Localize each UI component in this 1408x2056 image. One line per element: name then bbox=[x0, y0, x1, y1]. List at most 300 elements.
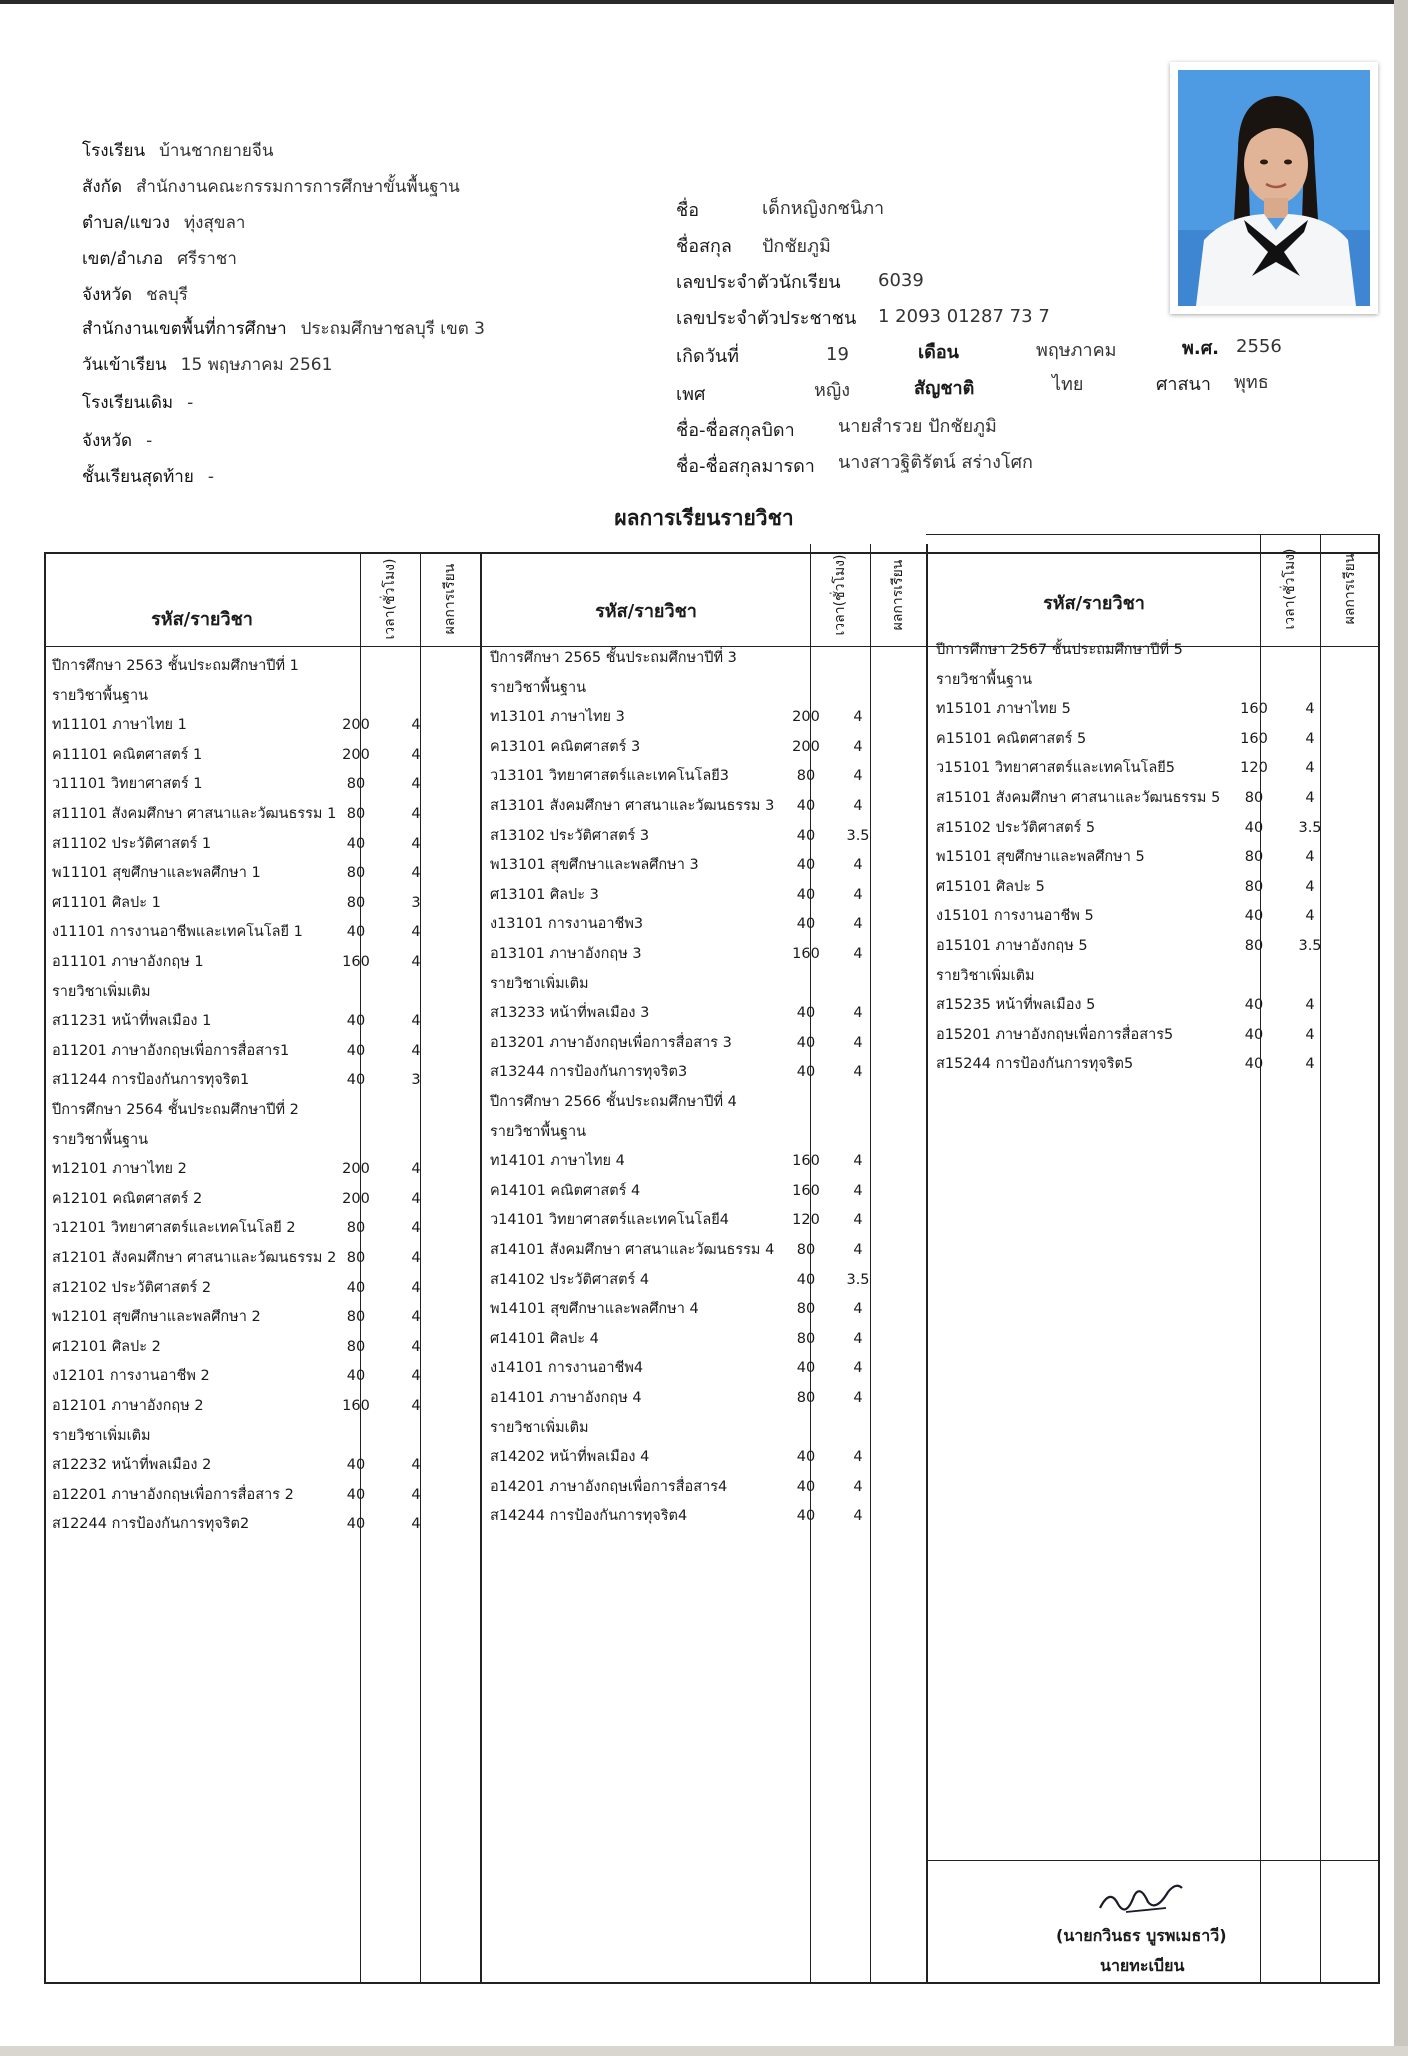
table-row bbox=[484, 970, 926, 998]
table-row bbox=[484, 1147, 926, 1175]
table-row bbox=[46, 741, 480, 769]
school-field bbox=[82, 176, 460, 198]
table-row bbox=[46, 1274, 480, 1302]
grade-cell: 4 bbox=[853, 1449, 863, 1466]
subject-cell: อ12201 ภาษาอังกฤษเพื่อการสื่อสาร 2 bbox=[52, 1486, 294, 1503]
grade-cell: 4 bbox=[411, 954, 421, 970]
sex-label: เพศ bbox=[676, 384, 706, 405]
table-row bbox=[46, 859, 480, 887]
subject-cell: ค12101 คณิตศาสตร์ 2 bbox=[52, 1190, 203, 1207]
hours-cell: 40 bbox=[796, 1271, 816, 1288]
subject-cell: ส13233 หน้าที่พลเมือง 3 bbox=[490, 1005, 650, 1022]
grade-cell: 4 bbox=[411, 1398, 421, 1414]
hours-cell: 40 bbox=[796, 1360, 816, 1377]
national-id: 1 2093 01287 73 7 bbox=[878, 306, 1050, 327]
grade-cell: 4 bbox=[411, 1338, 421, 1355]
table-row bbox=[930, 991, 1378, 1019]
student-id: 6039 bbox=[878, 270, 924, 291]
school-field bbox=[82, 212, 245, 234]
hours-cell: 80 bbox=[346, 1338, 366, 1355]
subject-cell: รายวิชาพื้นฐาน bbox=[490, 679, 587, 696]
table-row bbox=[930, 814, 1378, 842]
grade-cell: 4 bbox=[411, 806, 421, 822]
grade-cell: 4 bbox=[853, 1242, 863, 1258]
hours-cell: 200 bbox=[342, 746, 370, 763]
page-edge-bottom bbox=[0, 2046, 1408, 2056]
table-row bbox=[46, 1007, 480, 1035]
subject-cell: พ12101 สุขศึกษาและพลศึกษา 2 bbox=[52, 1309, 261, 1326]
school-field-value: บ้านชากยายจีน bbox=[159, 141, 274, 161]
hours-cell: 40 bbox=[1244, 908, 1264, 925]
grade-cell: 4 bbox=[411, 1309, 421, 1326]
school-field bbox=[82, 318, 485, 340]
school-field bbox=[82, 430, 152, 452]
surname-label: ชื่อสกุล bbox=[676, 236, 732, 257]
grade-cell: 4 bbox=[411, 1486, 421, 1503]
table-row bbox=[484, 999, 926, 1027]
hours-cell: 40 bbox=[346, 1516, 366, 1533]
table-row bbox=[46, 1126, 480, 1154]
subject-cell: รายวิชาเพิ่มเติม bbox=[936, 967, 1035, 984]
grade-cell: 4 bbox=[1305, 1056, 1315, 1073]
school-field-label: เขต/อำเภอ bbox=[82, 249, 164, 269]
table-row bbox=[484, 1236, 926, 1264]
subject-cell: ส14244 การป้องกันการทุจริต4 bbox=[490, 1508, 688, 1525]
grade-cell: 4 bbox=[411, 835, 421, 852]
grade-cell: 3.5 bbox=[846, 827, 870, 844]
grade-cell: 4 bbox=[853, 1212, 863, 1229]
hours-cell: 80 bbox=[346, 865, 366, 882]
subject-cell: ศ14101 ศิลปะ 4 bbox=[490, 1330, 599, 1347]
table-row bbox=[930, 932, 1378, 960]
grade-cell: 3.5 bbox=[846, 1271, 870, 1288]
subject-cell: อ12101 ภาษาอังกฤษ 2 bbox=[52, 1398, 204, 1414]
hours-cell: 40 bbox=[796, 1005, 816, 1022]
grades-table bbox=[44, 534, 1380, 1984]
table-row bbox=[484, 1266, 926, 1294]
subject-cell: รายวิชาพื้นฐาน bbox=[52, 1131, 149, 1148]
table-row bbox=[930, 784, 1378, 812]
table-row bbox=[46, 711, 480, 739]
grade-cell: 4 bbox=[853, 1330, 863, 1347]
student-name: เด็กหญิงกชนิภา bbox=[762, 198, 885, 219]
subject-cell: พ11101 สุขศึกษาและพลศึกษา 1 bbox=[52, 865, 261, 882]
table-row bbox=[930, 962, 1378, 990]
subject-cell: ค14101 คณิตศาสตร์ 4 bbox=[490, 1182, 641, 1199]
subject-cell: ท13101 ภาษาไทย 3 bbox=[490, 709, 625, 726]
hours-cell: 80 bbox=[1244, 878, 1264, 895]
table-row bbox=[46, 800, 480, 828]
table-row bbox=[484, 1295, 926, 1323]
table-row bbox=[930, 873, 1378, 901]
table-row bbox=[484, 1473, 926, 1501]
table-row bbox=[46, 1451, 480, 1479]
subject-cell: ส15235 หน้าที่พลเมือง 5 bbox=[936, 997, 1096, 1014]
hours-cell: 40 bbox=[796, 798, 816, 814]
table-row bbox=[484, 762, 926, 790]
header-hours-1: เวลา(ชั่วโมง) bbox=[382, 558, 398, 640]
hours-cell: 40 bbox=[796, 886, 816, 903]
header-hours-2: เวลา(ชั่วโมง) bbox=[832, 554, 848, 636]
birth-day-label: เกิดวันที่ bbox=[676, 346, 740, 367]
hours-cell: 120 bbox=[792, 1212, 820, 1229]
subject-cell: ส11231 หน้าที่พลเมือง 1 bbox=[52, 1013, 212, 1030]
grade-cell: 3 bbox=[411, 894, 421, 911]
school-field-value: - bbox=[207, 467, 214, 487]
school-field-value: ประถมศึกษาชลบุรี เขต 3 bbox=[300, 319, 485, 339]
grade-cell: 4 bbox=[853, 886, 863, 903]
table-row bbox=[930, 1050, 1378, 1078]
hours-cell: 80 bbox=[346, 776, 366, 793]
table-row bbox=[930, 902, 1378, 930]
hours-cell: 80 bbox=[796, 768, 816, 785]
grade-cell: 4 bbox=[853, 709, 863, 726]
table-row bbox=[46, 1244, 480, 1272]
subject-cell: ค15101 คณิตศาสตร์ 5 bbox=[936, 730, 1087, 747]
table-row bbox=[484, 1354, 926, 1382]
table-row bbox=[484, 703, 926, 731]
subject-cell: ว13101 วิทยาศาสตร์และเทคโนโลยี3 bbox=[490, 768, 729, 785]
table-row bbox=[484, 1118, 926, 1146]
subject-cell: ว15101 วิทยาศาสตร์และเทคโนโลยี5 bbox=[936, 760, 1175, 777]
subject-cell: ส13244 การป้องกันการทุจริต3 bbox=[490, 1064, 688, 1081]
subject-cell: ส15244 การป้องกันการทุจริต5 bbox=[936, 1056, 1134, 1073]
school-field-value: 15 พฤษภาคม 2561 bbox=[180, 355, 333, 375]
subject-cell: ท12101 ภาษาไทย 2 bbox=[52, 1161, 187, 1178]
table-row bbox=[46, 1510, 480, 1538]
table-row bbox=[484, 1088, 926, 1116]
table-row bbox=[484, 881, 926, 909]
grade-cell: 4 bbox=[853, 1508, 863, 1525]
hours-cell: 40 bbox=[796, 1034, 816, 1051]
hours-cell: 80 bbox=[796, 1330, 816, 1347]
national-id-label: เลขประจำตัวประชาชน bbox=[676, 308, 857, 329]
subject-cell: ศ12101 ศิลปะ 2 bbox=[52, 1338, 161, 1355]
subject-cell: รายวิชาเพิ่มเติม bbox=[52, 983, 151, 1000]
table-row bbox=[484, 792, 926, 820]
table-row bbox=[930, 1021, 1378, 1049]
hours-cell: 40 bbox=[346, 1072, 366, 1089]
subject-cell: ส15101 สังคมศึกษา ศาสนาและวัฒนธรรม 5 bbox=[936, 790, 1221, 806]
grade-cell: 4 bbox=[411, 1220, 421, 1237]
subject-cell: ปีการศึกษา 2564 ชั้นประถมศึกษาปีที่ 2 bbox=[52, 1102, 299, 1118]
subject-cell: ง13101 การงานอาชีพ3 bbox=[490, 916, 644, 933]
hours-cell: 40 bbox=[796, 1064, 816, 1081]
school-field bbox=[82, 354, 332, 376]
hours-cell: 40 bbox=[1244, 1026, 1264, 1043]
grade-cell: 4 bbox=[411, 717, 421, 734]
birth-year-label: พ.ศ. bbox=[1182, 338, 1219, 359]
subject-cell: พ14101 สุขศึกษาและพลศึกษา 4 bbox=[490, 1301, 699, 1318]
subject-cell: ส13102 ประวัติศาสตร์ 3 bbox=[490, 827, 650, 844]
subject-cell: ท11101 ภาษาไทย 1 bbox=[52, 717, 187, 734]
hours-cell: 160 bbox=[792, 946, 820, 962]
school-field bbox=[82, 466, 214, 488]
hours-cell: 40 bbox=[796, 857, 816, 874]
table-row bbox=[484, 910, 926, 938]
grade-cell: 4 bbox=[411, 1042, 421, 1059]
subject-cell: อ15201 ภาษาอังกฤษเพื่อการสื่อสาร5 bbox=[936, 1026, 1174, 1043]
grade-cell: 4 bbox=[853, 1390, 863, 1406]
father-name: นายสำรวย ปักชัยภูมิ bbox=[838, 416, 997, 437]
subject-cell: รายวิชาเพิ่มเติม bbox=[52, 1427, 151, 1444]
hours-cell: 40 bbox=[346, 1368, 366, 1385]
hours-cell: 160 bbox=[342, 1398, 370, 1414]
school-field-label: สำนักงานเขตพื้นที่การศึกษา bbox=[82, 319, 287, 339]
hours-cell: 40 bbox=[346, 1486, 366, 1503]
grade-cell: 4 bbox=[853, 916, 863, 933]
subject-cell: ง11101 การงานอาชีพและเทคโนโลยี 1 bbox=[52, 924, 303, 941]
birth-month-label: เดือน bbox=[918, 342, 959, 363]
header-subject-1: รหัส/รายวิชา bbox=[151, 609, 253, 630]
grade-cell: 4 bbox=[1305, 730, 1315, 747]
subject-cell: อ11201 ภาษาอังกฤษเพื่อการสื่อสาร1 bbox=[52, 1042, 290, 1059]
grade-cell: 4 bbox=[853, 1034, 863, 1051]
subject-cell: ท14101 ภาษาไทย 4 bbox=[490, 1153, 625, 1170]
grade-cell: 4 bbox=[411, 776, 421, 793]
grade-cell: 4 bbox=[853, 1360, 863, 1377]
hours-cell: 160 bbox=[342, 954, 370, 970]
subject-cell: พ15101 สุขศึกษาและพลศึกษา 5 bbox=[936, 849, 1145, 866]
subject-cell: อ11101 ภาษาอังกฤษ 1 bbox=[52, 954, 204, 970]
table-row bbox=[46, 1037, 480, 1065]
table-row bbox=[930, 725, 1378, 753]
school-field-value: ชลบุรี bbox=[146, 285, 188, 305]
subject-cell: รายวิชาพื้นฐาน bbox=[52, 687, 149, 704]
hours-cell: 80 bbox=[1244, 790, 1264, 806]
table-row bbox=[46, 1392, 480, 1420]
subject-cell: ว11101 วิทยาศาสตร์ 1 bbox=[52, 776, 203, 793]
page-edge-top bbox=[0, 0, 1408, 4]
table-row bbox=[46, 1362, 480, 1390]
grade-cell: 4 bbox=[1305, 908, 1315, 925]
hours-cell: 160 bbox=[792, 1153, 820, 1170]
name-label: ชื่อ bbox=[676, 200, 700, 221]
hours-cell: 80 bbox=[796, 1390, 816, 1406]
subject-cell: ท15101 ภาษาไทย 5 bbox=[936, 701, 1071, 718]
grade-cell: 4 bbox=[411, 1516, 421, 1533]
table-row bbox=[484, 851, 926, 879]
grade-cell: 4 bbox=[411, 865, 421, 882]
table-row bbox=[46, 1422, 480, 1450]
subject-cell: พ13101 สุขศึกษาและพลศึกษา 3 bbox=[490, 857, 699, 874]
birth-month: พฤษภาคม bbox=[1036, 340, 1117, 361]
col-divider bbox=[926, 544, 928, 1984]
table-row bbox=[484, 1206, 926, 1234]
page-edge-right bbox=[1394, 0, 1408, 2056]
header-hours-3: เวลา(ชั่วโมง) bbox=[1282, 548, 1298, 630]
school-field-label: จังหวัด bbox=[82, 285, 133, 305]
subject-cell: ง12101 การงานอาชีพ 2 bbox=[52, 1368, 210, 1385]
grade-cell: 4 bbox=[1305, 1026, 1315, 1043]
table-row bbox=[930, 666, 1378, 694]
hours-cell: 80 bbox=[796, 1301, 816, 1318]
section-title: ผลการเรียนรายวิชา bbox=[614, 506, 794, 530]
hours-cell: 80 bbox=[346, 894, 366, 911]
religion: พุทธ bbox=[1234, 372, 1269, 393]
hours-cell: 40 bbox=[1244, 1056, 1264, 1073]
table-row bbox=[46, 1481, 480, 1509]
grade-cell: 4 bbox=[853, 1478, 863, 1495]
grade-cell: 4 bbox=[853, 798, 863, 814]
school-field-value: - bbox=[187, 393, 194, 413]
hours-cell: 120 bbox=[1240, 760, 1268, 777]
school-field-label: ตำบล/แขวง bbox=[82, 213, 170, 233]
sex: หญิง bbox=[814, 380, 850, 401]
table-row bbox=[46, 948, 480, 976]
grade-cell: 3.5 bbox=[1298, 938, 1322, 954]
subject-cell: ส12102 ประวัติศาสตร์ 2 bbox=[52, 1279, 212, 1296]
table-row bbox=[46, 1333, 480, 1361]
subject-cell: ส12232 หน้าที่พลเมือง 2 bbox=[52, 1457, 212, 1474]
mother-name: นางสาวฐิติรัตน์ สร่างโศก bbox=[838, 452, 1033, 473]
hours-cell: 200 bbox=[342, 1161, 370, 1178]
hours-cell: 160 bbox=[1240, 701, 1268, 718]
hours-cell: 40 bbox=[1244, 819, 1264, 836]
subject-cell: ส11102 ประวัติศาสตร์ 1 bbox=[52, 835, 212, 852]
hours-cell: 80 bbox=[1244, 938, 1264, 954]
grade-cell: 4 bbox=[1305, 878, 1315, 895]
subject-cell: อ14101 ภาษาอังกฤษ 4 bbox=[490, 1390, 642, 1406]
col-divider bbox=[480, 552, 482, 1984]
grade-cell: 4 bbox=[853, 1182, 863, 1199]
school-field-label: ชั้นเรียนสุดท้าย bbox=[82, 467, 194, 487]
header-grade-3: ผลการเรียน bbox=[1342, 553, 1358, 625]
grade-cell: 4 bbox=[411, 1013, 421, 1030]
subject-cell: ปีการศึกษา 2565 ชั้นประถมศึกษาปีที่ 3 bbox=[490, 650, 737, 666]
hours-cell: 200 bbox=[792, 709, 820, 726]
religion-label: ศาสนา bbox=[1156, 374, 1211, 395]
birth-year: 2556 bbox=[1236, 336, 1282, 357]
grade-cell: 4 bbox=[411, 746, 421, 763]
hours-cell: 40 bbox=[1244, 997, 1264, 1014]
grade-cell: 4 bbox=[853, 1064, 863, 1081]
hours-cell: 80 bbox=[346, 1309, 366, 1326]
table-row bbox=[484, 644, 926, 672]
table-row bbox=[484, 1443, 926, 1471]
school-field-value: ศรีราชา bbox=[177, 249, 237, 269]
table-row bbox=[484, 1058, 926, 1086]
student-portrait bbox=[1178, 70, 1370, 306]
header-grade-1: ผลการเรียน bbox=[442, 563, 458, 635]
table-row bbox=[46, 1066, 480, 1094]
signature-mark bbox=[1096, 1878, 1186, 1918]
hours-cell: 80 bbox=[346, 806, 366, 822]
table-row bbox=[484, 1325, 926, 1353]
grade-cell: 4 bbox=[853, 768, 863, 785]
school-field-label: สังกัด bbox=[82, 177, 123, 197]
school-field-value: สำนักงานคณะกรรมการการศึกษาขั้นพื้นฐาน bbox=[136, 177, 460, 197]
grade-cell: 3.5 bbox=[1298, 819, 1322, 836]
table-row bbox=[484, 1029, 926, 1057]
school-field-label: โรงเรียนเดิม bbox=[82, 393, 174, 413]
grade-cell: 4 bbox=[1305, 790, 1315, 806]
subject-cell: ศ11101 ศิลปะ 1 bbox=[52, 894, 161, 911]
subject-cell: ว12101 วิทยาศาสตร์และเทคโนโลยี 2 bbox=[52, 1220, 296, 1237]
student-surname: ปักชัยภูมิ bbox=[762, 236, 831, 257]
subject-cell: ปีการศึกษา 2563 ชั้นประถมศึกษาปีที่ 1 bbox=[52, 658, 299, 674]
table-row bbox=[484, 940, 926, 968]
table-row bbox=[484, 674, 926, 702]
hours-cell: 200 bbox=[342, 717, 370, 734]
hours-cell: 40 bbox=[346, 1457, 366, 1474]
table-row bbox=[484, 1384, 926, 1412]
table-top-border bbox=[44, 552, 1380, 554]
grade-cell: 4 bbox=[1305, 849, 1315, 866]
table-row bbox=[46, 918, 480, 946]
school-field bbox=[82, 248, 237, 270]
subject-cell: ส14101 สังคมศึกษา ศาสนาและวัฒนธรรม 4 bbox=[490, 1242, 775, 1258]
grade-cell: 4 bbox=[411, 1368, 421, 1385]
subject-cell: อ13101 ภาษาอังกฤษ 3 bbox=[490, 946, 642, 962]
grade-cell: 4 bbox=[411, 1457, 421, 1474]
subject-cell: ง15101 การงานอาชีพ 5 bbox=[936, 908, 1094, 925]
grade-cell: 4 bbox=[853, 738, 863, 755]
subject-cell: ส13101 สังคมศึกษา ศาสนาและวัฒนธรรม 3 bbox=[490, 798, 775, 814]
table-row bbox=[46, 652, 480, 680]
subject-cell: รายวิชาพื้นฐาน bbox=[490, 1123, 587, 1140]
subject-cell: ส15102 ประวัติศาสตร์ 5 bbox=[936, 819, 1096, 836]
subject-cell: ปีการศึกษา 2566 ชั้นประถมศึกษาปีที่ 4 bbox=[490, 1094, 737, 1110]
school-field-label: โรงเรียน bbox=[82, 141, 146, 161]
school-field-value: ทุ่งสุขลา bbox=[183, 213, 246, 233]
subject-cell: ศ13101 ศิลปะ 3 bbox=[490, 886, 599, 903]
grade-cell: 4 bbox=[853, 1301, 863, 1318]
table-bottom-border bbox=[44, 1982, 1380, 1984]
table-row bbox=[46, 889, 480, 917]
hours-cell: 40 bbox=[346, 835, 366, 852]
grade-cell: 4 bbox=[853, 946, 863, 962]
table-right-border bbox=[1378, 534, 1380, 1984]
school-field-label: จังหวัด bbox=[82, 431, 133, 451]
hours-cell: 40 bbox=[346, 1042, 366, 1059]
school-field-value: - bbox=[146, 431, 153, 451]
table-row bbox=[930, 636, 1378, 664]
table-row bbox=[930, 695, 1378, 723]
header-subject-3: รหัส/รายวิชา bbox=[1043, 593, 1145, 614]
grade-cell: 4 bbox=[1305, 701, 1315, 718]
table-row bbox=[484, 1502, 926, 1530]
table-row bbox=[930, 754, 1378, 782]
signature-box-line bbox=[926, 1860, 1380, 1861]
hours-cell: 40 bbox=[346, 924, 366, 941]
table-row bbox=[46, 830, 480, 858]
grade-cell: 4 bbox=[411, 1250, 421, 1266]
grade-cell: 4 bbox=[853, 857, 863, 874]
school-field bbox=[82, 284, 188, 306]
hours-cell: 80 bbox=[1244, 849, 1264, 866]
subject-cell: ส11101 สังคมศึกษา ศาสนาและวัฒนธรรม 1 bbox=[52, 806, 337, 822]
hours-cell: 80 bbox=[346, 1220, 366, 1237]
subject-cell: อ14201 ภาษาอังกฤษเพื่อการสื่อสาร4 bbox=[490, 1478, 728, 1495]
subject-cell: ส12244 การป้องกันการทุจริต2 bbox=[52, 1516, 250, 1533]
hours-cell: 40 bbox=[796, 1478, 816, 1495]
hours-cell: 160 bbox=[1240, 730, 1268, 747]
hours-cell: 40 bbox=[796, 827, 816, 844]
subject-cell: ค13101 คณิตศาสตร์ 3 bbox=[490, 738, 641, 755]
header-subject-2: รหัส/รายวิชา bbox=[595, 601, 697, 622]
father-label: ชื่อ-ชื่อสกุลบิดา bbox=[676, 420, 795, 441]
table-row bbox=[46, 1096, 480, 1124]
grade-cell: 4 bbox=[1305, 997, 1315, 1014]
subject-cell: ว14101 วิทยาศาสตร์และเทคโนโลยี4 bbox=[490, 1212, 729, 1229]
school-field bbox=[82, 140, 273, 162]
school-field bbox=[82, 392, 193, 414]
subject-cell: รายวิชาพื้นฐาน bbox=[936, 671, 1033, 688]
subject-cell: อ13201 ภาษาอังกฤษเพื่อการสื่อสาร 3 bbox=[490, 1034, 732, 1051]
grade-cell: 4 bbox=[411, 1190, 421, 1207]
table-row bbox=[484, 1177, 926, 1205]
